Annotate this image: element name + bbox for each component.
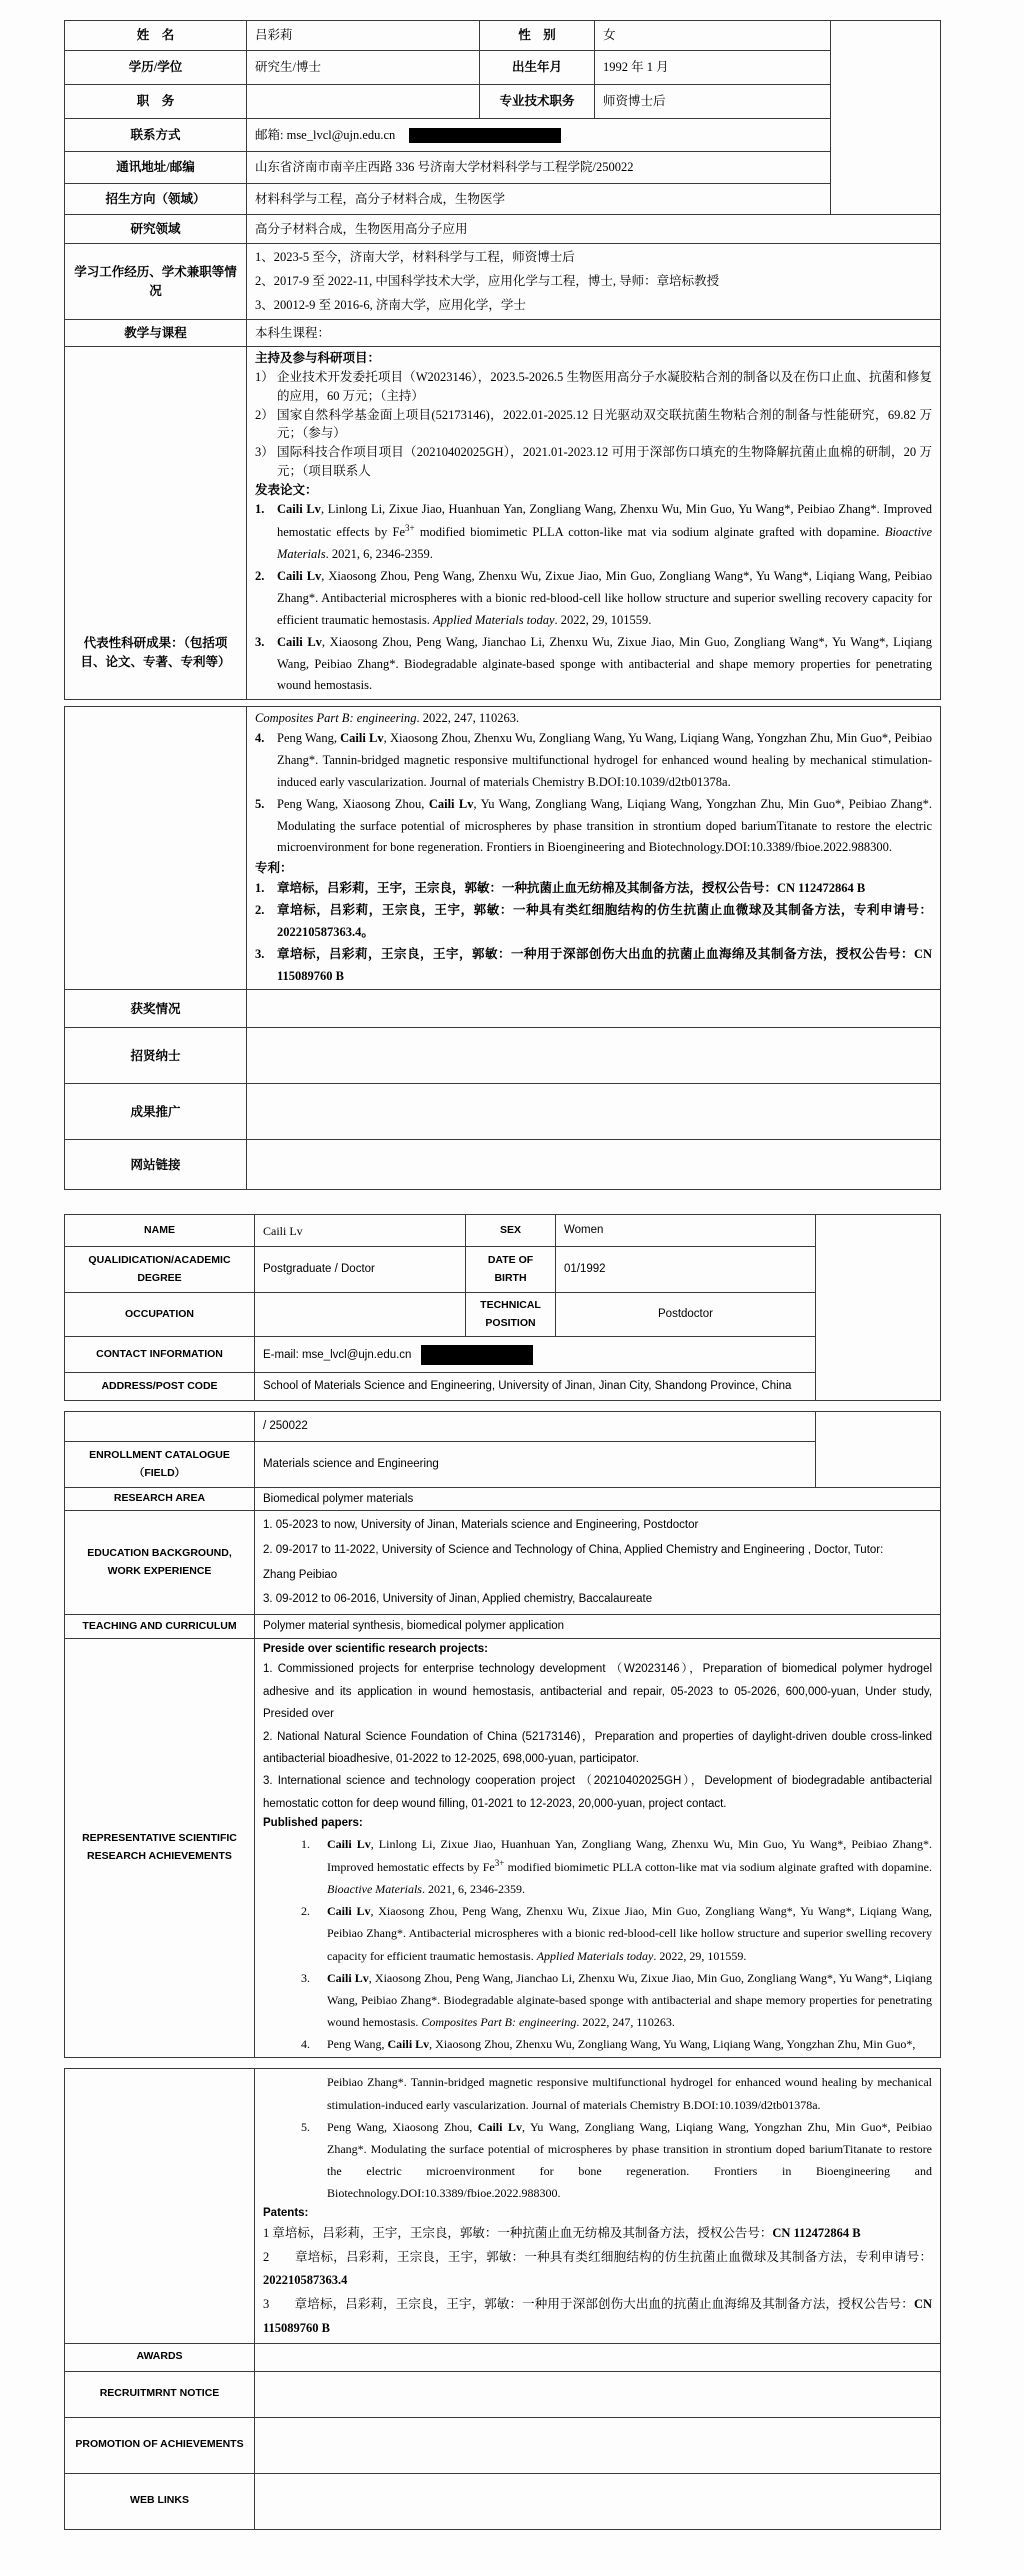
- table-row: [65, 1373, 941, 1401]
- value-birth-cn: 1992 年 1 月: [595, 51, 831, 85]
- patents-header-cn: 专利：: [255, 861, 293, 876]
- redacted-phone-block: [409, 128, 561, 143]
- project-item: 2. National Natural Science Foundation of China (52173146)，Preparation and properties of daylight-driven double cross-linked antibacterial bioadhesive, 01-2022 to 12-2025, 698,000-yuan, participator.: [263, 1730, 933, 1766]
- patent-item: 1. 章培标，吕彩莉，王宇，王宗良，郭敏：一种抗菌止血无纺棉及其制备方法，授权公告号：CN 112472864 B: [255, 881, 866, 896]
- paper-item: 4. Peng Wang, Caili Lv, Xiaosong Zhou, Zhenxu Wu, Zongliang Wang, Yu Wang, Liqiang Wang, Yongzhan Zhu, Min Guo*, Peibiao Zhang*. Tannin-bridged magnetic responsive multifunctional hydrogel for enhanced wound healing by mechanical stimulation-induced early vascularization. Journal of materials Chemistry B.DOI:10.1039/d2tb01378a.: [255, 731, 932, 789]
- value-tech-position-cn: 师资博士后: [595, 85, 831, 119]
- table-row: [65, 1615, 941, 1639]
- patents-list-cn: [255, 878, 932, 987]
- value-recruit-cn: [247, 1028, 941, 1084]
- papers-list-cn-cont: [255, 728, 932, 859]
- label-sex-cn: 性 别: [480, 21, 595, 51]
- paper-item: 3. Caili Lv, Xiaosong Zhou, Peng Wang, Jianchao Li, Zhenxu Wu, Zixue Jiao, Min Guo, Zongliang Wang*, Yu Wang*, Liqiang Wang, Peibiao Zhang*. Biodegradable alginate-based sponge with antibacterial and shape memory properties for penetrating wound hemostasis.: [255, 634, 932, 693]
- cn-profile-table-page2: [64, 706, 941, 1190]
- label-research-area-en: RESEARCH AREA: [65, 1488, 255, 1511]
- paper-item: 5. Peng Wang, Xiaosong Zhou, Caili Lv, Yu Wang, Zongliang Wang, Liqiang Wang, Yongzhan Zhu, Min Guo*, Peibiao Zhang*. Modulating the surface potential of microspheres by phase transition in strontium doped bariumTitanate to restore the electric microenvironment for bone regeneration. Frontiers in Bioengineering and Biotechnology.DOI:10.3389/fbioe.2022.988300.: [255, 796, 932, 855]
- label-enroll-catalogue-en: ENROLLMENT CATALOGUE（FIELD）: [65, 1442, 255, 1488]
- project-item: 1） 企业技术开发委托项目（W2023146），2023.5-2026.5 生物医用高分子水凝胶粘合剂的制备以及在伤口止血、抗菌和修复的应用，60 万元；（主持）: [255, 370, 932, 403]
- value-recruitment-notice-en: [255, 2371, 941, 2417]
- table-row: [65, 1028, 941, 1084]
- patent-item: 2 章培标，吕彩莉，王宗良，王宇，郭敏：一种具有类红细胞结构的仿生抗菌止血微球及其制备方法，专利申请号：202210587363.4: [263, 2249, 932, 2288]
- value-teaching-en: Polymer material synthesis, biomedical polymer application: [255, 1615, 941, 1639]
- value-birth-en: 01/1992: [556, 1247, 816, 1293]
- table-row: [65, 347, 941, 700]
- value-research-area-en: Biomedical polymer materials: [255, 1488, 941, 1511]
- value-representative-achievements-cn-part1: [247, 347, 941, 700]
- value-address-cn: 山东省济南市南辛庄西路 336 号济南大学材料科学与工程学院/250022: [247, 152, 831, 184]
- experience-line: 3、20012-9 至 2016-6, 济南大学，应用化学，学士: [255, 297, 526, 312]
- education-line: 2. 09-2017 to 11-2022, University of Science and Technology of China, Applied Chemistry and Engineering , Doctor, Tutor:: [263, 1543, 884, 1556]
- table-row: [65, 1488, 941, 1511]
- table-row: [65, 990, 941, 1028]
- label-name-en: NAME: [65, 1215, 255, 1247]
- value-degree-cn: 研究生/博士: [247, 51, 480, 85]
- table-row: [65, 1442, 941, 1488]
- table-row: [65, 707, 941, 990]
- patent-item: 1 章培标，吕彩莉，王宇，王宗良，郭敏：一种抗菌止血无纺棉及其制备方法，授权公告号：CN 112472864 B: [263, 2225, 861, 2240]
- label-promotion-cn: 成果推广: [65, 1084, 247, 1140]
- label-weblinks-cn: 网站链接: [65, 1140, 247, 1190]
- paper-item: 5. Peng Wang, Xiaosong Zhou, Caili Lv, Yu Wang, Zongliang Wang, Liqiang Wang, Yongzhan Zhu, Min Guo*, Peibiao Zhang*. Modulating the surface potential of microspheres by phase transition in strontium doped bariumTitanate to restore the electric microenvironment for bone regeneration. Frontiers in Bioengineering and Biotechnology.DOI:10.3389/fbioe.2022.988300.: [301, 2119, 932, 2201]
- value-sex-en: Women: [556, 1215, 816, 1247]
- table-row: [65, 2417, 941, 2473]
- label-degree-en: QUALIDICATION/ACADEMIC DEGREE: [65, 1247, 255, 1293]
- papers-header-en: Published papers:: [263, 1817, 363, 1830]
- label-occupation-en: OCCUPATION: [65, 1293, 255, 1337]
- paper-3-continuation: Composites Part B: engineering. 2022, 247, 110263.: [255, 711, 520, 726]
- table-row: [65, 85, 941, 119]
- table-row: [65, 1511, 941, 1615]
- label-awards-en: AWARDS: [65, 2343, 255, 2371]
- table-row: [65, 320, 941, 347]
- en-profile-table-page2: [64, 1214, 941, 1401]
- paper-item: 2. Caili Lv, Xiaosong Zhou, Peng Wang, Zhenxu Wu, Zixue Jiao, Min Guo, Zongliang Wang*, Yu Wang*, Liqiang Wang, Peibiao Zhang*. Antibacterial microspheres with a bionic red-blood-cell like hollow structure and superior swelling recovery capacity for efficient traumatic hemostasis. Applied Materials today. 2022, 29, 101559.: [301, 1904, 933, 1963]
- value-representative-achievements-en-part2: [255, 2069, 941, 2343]
- table-row: [65, 152, 941, 184]
- table-row: [65, 119, 941, 152]
- section-gap: [64, 1190, 1024, 1214]
- label-degree-cn: 学历/学位: [65, 51, 247, 85]
- photo-placeholder: [816, 1412, 941, 1488]
- value-degree-en: Postgraduate / Doctor: [255, 1247, 466, 1293]
- label-tech-position-en: TECHNICAL POSITION: [466, 1293, 556, 1337]
- value-contact-cn: [247, 119, 831, 152]
- table-row: [65, 215, 941, 244]
- table-row: [65, 1140, 941, 1190]
- paper-4-continuation: Peibiao Zhang*. Tannin-bridged magnetic responsive multifunctional hydrogel for enhanced wound healing by mechanical stimulation-induced early vascularization. Journal of materials Chemistry B.DOI:10.1039/d2tb01378a.: [327, 2075, 932, 2112]
- experience-line: 2、2017-9 至 2022-11, 中国科学技术大学，应用化学与工程，博士, 导师：章培标教授: [255, 273, 720, 288]
- value-representative-achievements-en-part1: [255, 1639, 941, 2058]
- paper-item: 1. Caili Lv, Linlong Li, Zixue Jiao, Huanhuan Yan, Zongliang Wang, Zhenxu Wu, Min Guo, Yu Wang*, Peibiao Zhang*. Improved hemostatic effects by $Fe^{3+}$ modified biomimetic PLLA cotton-like mat via sodium alginate grafted with dopamine. Bioactive Materials. 2021, 6, 2346-2359.: [255, 502, 933, 562]
- table-row: [65, 1337, 941, 1373]
- paper-item: 3. Caili Lv, Xiaosong Zhou, Peng Wang, Jianchao Li, Zhenxu Wu, Zixue Jiao, Min Guo, Zongliang Wang*, Yu Wang*, Liqiang Wang, Peibiao Zhang*. Biodegradable alginate-based sponge with antibacterial and shape memory properties for penetrating wound hemostasis. Composites Part B: engineering. 2022, 247, 110263.: [301, 1970, 933, 2030]
- en-profile-table-page4: [64, 2068, 941, 2529]
- table-row: [65, 1247, 941, 1293]
- value-name-en: Caili Lv: [255, 1215, 466, 1247]
- label-education-en: EDUCATION BACKGROUND, WORK EXPERIENCE: [65, 1511, 255, 1615]
- patents-header-en: Patents:: [263, 2206, 309, 2219]
- label-address-en-cont: [65, 1412, 255, 1442]
- value-weblinks-cn: [247, 1140, 941, 1190]
- paper-item: 4. Peng Wang, Caili Lv, Xiaosong Zhou, Zhenxu Wu, Zongliang Wang, Yu Wang, Liqiang Wang, Yongzhan Zhu, Min Guo*,: [301, 2037, 916, 2052]
- table-row: [65, 51, 941, 85]
- value-education-en: [255, 1511, 941, 1615]
- table-row: [65, 184, 941, 215]
- value-research-area-cn: 高分子材料合成，生物医用高分子应用: [247, 215, 941, 244]
- table-row: [65, 1084, 941, 1140]
- table-row: [65, 1639, 941, 2058]
- label-birth-en: DATE OF BIRTH: [466, 1247, 556, 1293]
- label-experience-cn: 学习工作经历、学术兼职等情况: [65, 244, 247, 320]
- en-profile-table-page3: [64, 1411, 941, 2058]
- project-item: 3. International science and technology cooperation project （20210402025GH），Development of biodegradable antibacterial hemostatic cotton for deep wound filling, 01-2021 to 12-2023, 20,000-yuan, project contact.: [263, 1775, 933, 1810]
- value-experience-cn: [247, 244, 941, 320]
- label-sex-en: SEX: [466, 1215, 556, 1247]
- experience-line: 1、2023-5 至今，济南大学，材料科学与工程，师资博士后: [255, 250, 575, 264]
- table-row: [65, 1412, 941, 1442]
- value-postcode-en: / 250022: [255, 1412, 816, 1442]
- patent-item: 2. 章培标，吕彩莉，王宗良，王宇，郭敏：一种具有类红细胞结构的仿生抗菌止血微球及其制备方法，专利申请号：202210587363.4。: [255, 902, 932, 939]
- value-representative-achievements-cn-part2: [247, 707, 941, 990]
- papers-list-cn: [255, 499, 932, 697]
- label-recruitment-notice-en: RECRUITMRNT NOTICE: [65, 2371, 255, 2417]
- label-research-area-cn: 研究领域: [65, 215, 247, 244]
- value-sex-cn: 女: [595, 21, 831, 51]
- table-row: [65, 21, 941, 51]
- label-tech-position-cn: 专业技术职务: [480, 85, 595, 119]
- paper-item: 2. Caili Lv, Xiaosong Zhou, Peng Wang, Zhenxu Wu, Zixue Jiao, Min Guo, Zongliang Wang*, Yu Wang*, Liqiang Wang, Peibiao Zhang*. Antibacterial microspheres with a bionic red-blood-cell like hollow structure and superior swelling recovery capacity for efficient traumatic hemostasis. Applied Materials today. 2022, 29, 101559.: [255, 569, 932, 627]
- label-name-cn: 姓 名: [65, 21, 247, 51]
- label-representative-achievements-en-cont: [65, 2069, 255, 2343]
- value-duty-cn: [247, 85, 480, 119]
- value-promotion-cn: [247, 1084, 941, 1140]
- value-promotion-en: [255, 2417, 941, 2473]
- table-row: [65, 2371, 941, 2417]
- page-break: [64, 1401, 1024, 1411]
- cn-profile-table-page1: [64, 20, 941, 700]
- label-duty-cn: 职 务: [65, 85, 247, 119]
- label-awards-cn: 获奖情况: [65, 990, 247, 1028]
- education-line: Zhang Peibiao: [263, 1568, 338, 1581]
- label-weblinks-en: WEB LINKS: [65, 2473, 255, 2529]
- label-teaching-en: TEACHING AND CURRICULUM: [65, 1615, 255, 1639]
- patent-item: 3 章培标，吕彩莉，王宗良，王宇，郭敏：一种用于深部创伤大出血的抗菌止血海绵及其制备方法，授权公告号：CN 115089760 B: [263, 2297, 932, 2335]
- papers-header-cn: 发表论文：: [255, 482, 318, 497]
- projects-header-en: Preside over scientific research projects:: [263, 1643, 488, 1656]
- label-enroll-field-cn: 招生方向（领域）: [65, 184, 247, 215]
- value-weblinks-en: [255, 2473, 941, 2529]
- label-recruit-cn: 招贤纳士: [65, 1028, 247, 1084]
- label-contact-cn: 联系方式: [65, 119, 247, 152]
- value-awards-en: [255, 2343, 941, 2371]
- label-address-cn: 通讯地址/邮编: [65, 152, 247, 184]
- table-row: [65, 1215, 941, 1247]
- table-row: [65, 2473, 941, 2529]
- value-occupation-en: [255, 1293, 466, 1337]
- photo-placeholder: [816, 1215, 941, 1401]
- project-item: 1. Commissioned projects for enterprise technology development （W2023146），Preparation of biomedical polymer hydrogel adhesive and its application in wound hemostasis, antibacterial and repair, 05-2023 to 05-2026, 600,000-yuan, Under study, Presided over: [263, 1663, 933, 1721]
- value-contact-en: [255, 1337, 816, 1373]
- redacted-phone-block: [421, 1345, 533, 1365]
- label-representative-achievements-cn-cont: [65, 707, 247, 990]
- value-name-cn: 吕彩莉: [247, 21, 480, 51]
- email-text-en: E-mail: mse_lvcl@ujn.edu.cn: [263, 1348, 412, 1361]
- papers-list-en: [301, 1833, 932, 2056]
- table-row: [65, 2343, 941, 2371]
- table-row: [65, 244, 941, 320]
- table-row: [65, 2069, 941, 2343]
- photo-placeholder: [831, 21, 941, 215]
- patent-item: 3. 章培标，吕彩莉，王宗良，王宇，郭敏：一种用于深部创伤大出血的抗菌止血海绵及其制备方法，授权公告号：CN 115089760 B: [255, 946, 932, 983]
- email-text-cn: 邮箱: mse_lvcl@ujn.edu.cn: [255, 127, 396, 142]
- label-birth-cn: 出生年月: [480, 51, 595, 85]
- label-address-en: ADDRESS/POST CODE: [65, 1373, 255, 1401]
- value-tech-position-en: Postdoctor: [556, 1293, 816, 1337]
- education-line: 1. 05-2023 to now, University of Jinan, Materials science and Engineering, Postdoctor: [263, 1519, 699, 1532]
- value-enroll-catalogue-en: Materials science and Engineering: [255, 1442, 816, 1488]
- label-representative-achievements-cn: 代表性科研成果：（包括项目、论文、专著、专利等）: [65, 347, 247, 700]
- value-teaching-cn: 本科生课程：: [247, 320, 941, 347]
- paper-item: 1. Caili Lv, Linlong Li, Zixue Jiao, Huanhuan Yan, Zongliang Wang, Zhenxu Wu, Min Guo, Yu Wang*, Peibiao Zhang*. Improved hemostatic effects by $Fe^{3+}$ modified biomimetic PLLA cotton-like mat via sodium alginate grafted with dopamine. Bioactive Materials. 2021, 6, 2346-2359.: [301, 1836, 933, 1896]
- label-promotion-en: PROMOTION OF ACHIEVEMENTS: [65, 2417, 255, 2473]
- value-address-en: School of Materials Science and Engineering, University of Jinan, Jinan City, Shandong Province, China: [255, 1373, 816, 1401]
- value-enroll-field-cn: 材料科学与工程，高分子材料合成，生物医学: [247, 184, 831, 215]
- label-teaching-cn: 教学与课程: [65, 320, 247, 347]
- project-item: 3） 国际科技合作项目项目（20210402025GH），2021.01-2023.12 可用于深部伤口填充的生物降解抗菌止血棉的研制，20 万元；（项目联系人: [255, 445, 932, 478]
- table-row: [65, 1293, 941, 1337]
- papers-list-en-cont: [301, 2071, 932, 2204]
- label-representative-achievements-en: REPRESENTATIVE SCIENTIFIC RESEARCH ACHIEVEMENTS: [65, 1639, 255, 2058]
- education-line: 3. 09-2012 to 06-2016, University of Jinan, Applied chemistry, Baccalaureate: [263, 1593, 653, 1606]
- label-contact-en: CONTACT INFORMATION: [65, 1337, 255, 1373]
- page-break: [64, 2058, 1024, 2068]
- patents-list-en: [263, 2222, 932, 2341]
- value-awards-cn: [247, 990, 941, 1028]
- project-item: 2） 国家自然科学基金面上项目(52173146)，2022.01-2025.12 日光驱动双交联抗菌生物粘合剂的制备与性能研究，69.82 万元；（参与）: [255, 407, 932, 441]
- projects-header-cn: 主持及参与科研项目：: [255, 351, 381, 366]
